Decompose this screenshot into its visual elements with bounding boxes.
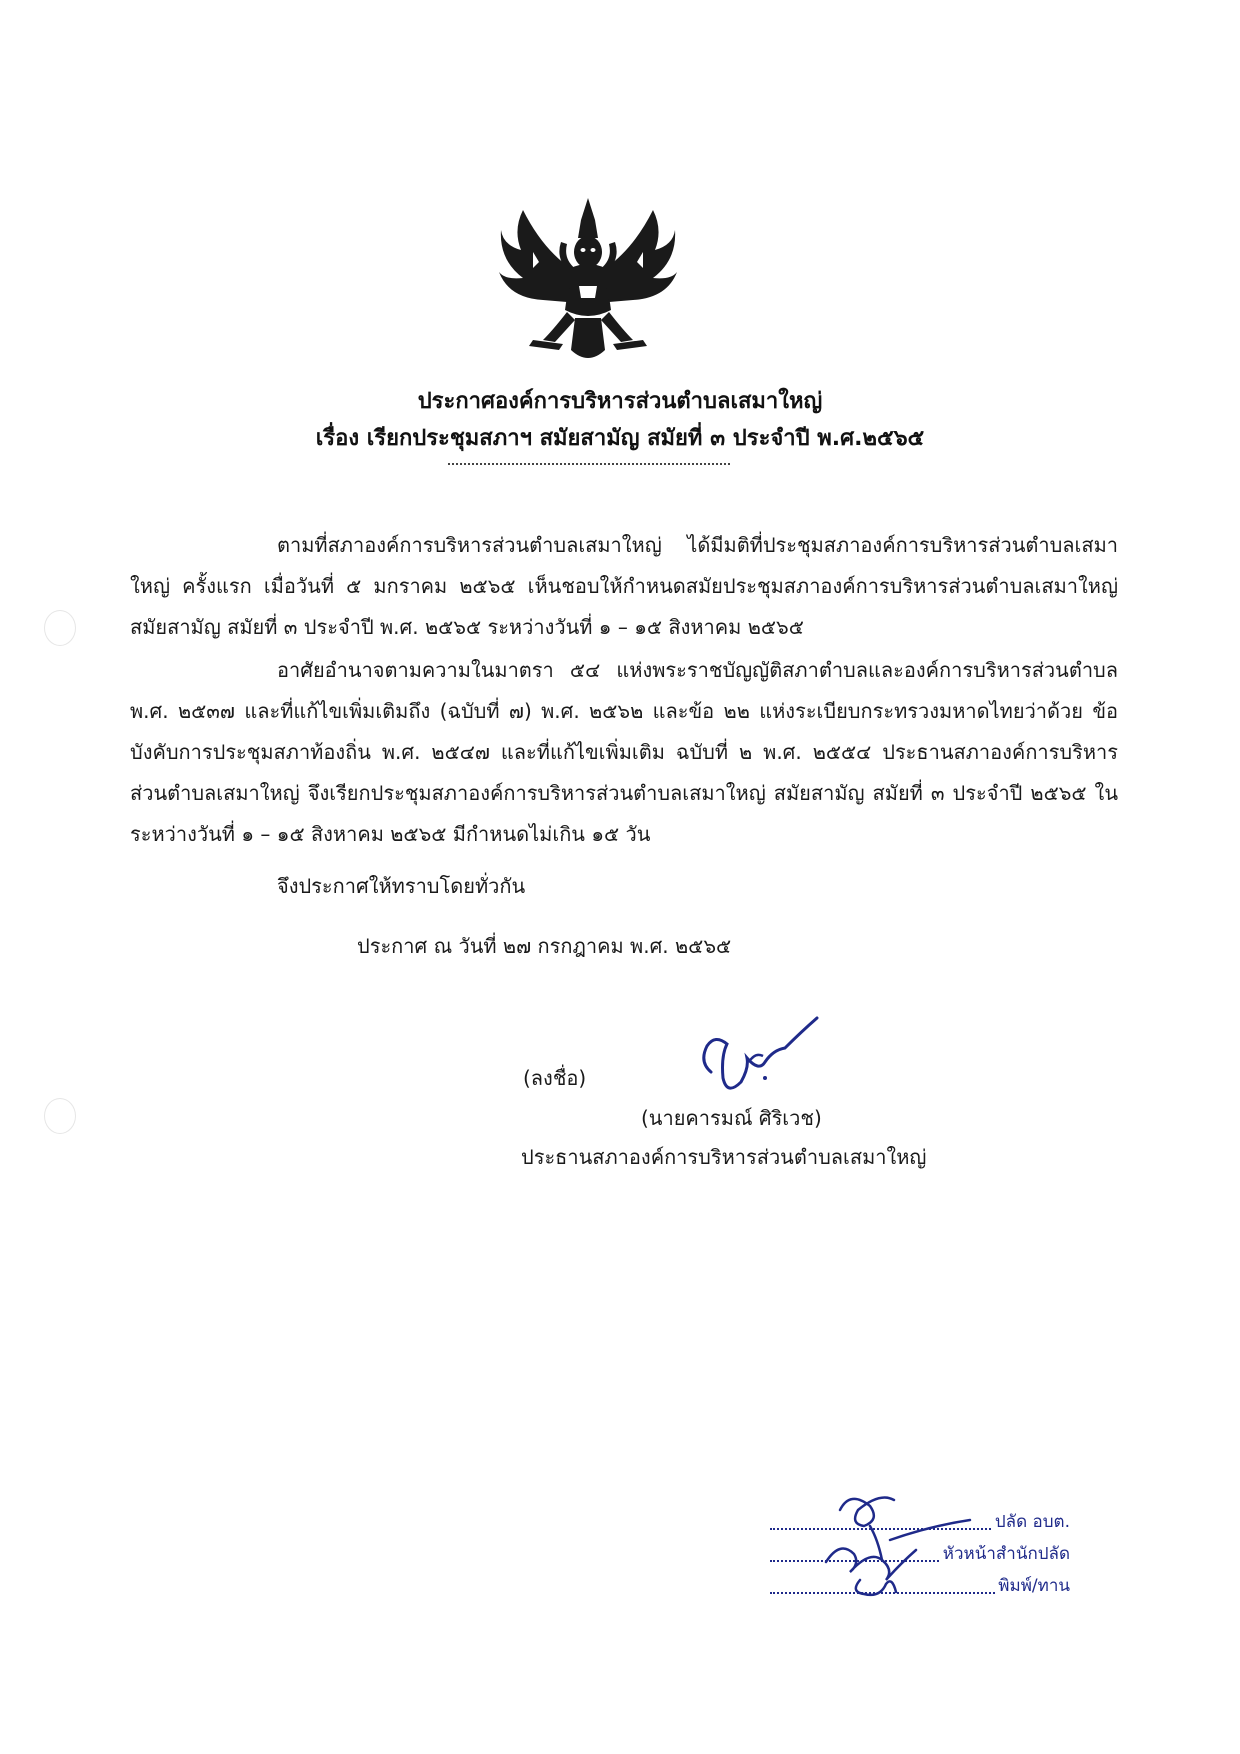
routing-label-head: หัวหน้าสำนักปลัด	[942, 1544, 1070, 1564]
handwritten-signature	[693, 1012, 823, 1102]
signer-name: (นายคารมณ์ ศิริเวช)	[641, 1106, 822, 1130]
body-paragraph-2: อาศัยอำนาจตามความในมาตรา ๕๔ แห่งพระราชบัญญัติสภาตำบลและองค์การบริหารส่วนตำบล พ.ศ. ๒๕๓๗ และที่แก้ไขเพิ่มเติมถึง (ฉบับที่ ๗) พ.ศ. ๒๕๖๒ และข้อ ๒๒ แห่งระเบียบกระทรวงมหาดไทยว่าด้วย ข้อบังคับการประชุมสภาท้องถิ่น พ.ศ. ๒๕๔๗ และที่แก้ไขเพิ่มเติม ฉบับที่ ๒ พ.ศ. ๒๕๕๔ ประธานสภาองค์การบริหารส่วนตำบลเสมาใหญ่ จึงเรียกประชุมสภาองค์การบริหารส่วนตำบลเสมาใหญ่ สมัยสามัญ สมัยที่ ๓ ประจำปี ๒๕๖๕ ในระหว่างวันที่ ๑ – ๑๕ สิงหาคม ๒๕๖๕ มีกำหนดไม่เกิน ๑๕ วัน	[130, 658, 1118, 846]
routing-label-typist: พิมพ์/ทาน	[998, 1576, 1070, 1596]
punch-hole-mark	[44, 1098, 76, 1134]
routing-label-deputy: ปลัด อบต.	[994, 1512, 1070, 1532]
announcement-closing: จึงประกาศให้ทราบโดยทั่วกัน	[277, 874, 526, 898]
announcement-subject: เรื่อง เรียกประชุมสภาฯ สมัยสามัญ สมัยที่ ๓ ประจำปี พ.ศ.๒๕๖๕	[315, 426, 925, 451]
signed-label: (ลงชื่อ)	[523, 1066, 587, 1090]
punch-hole-mark	[44, 610, 76, 646]
body-paragraph-1: ตามที่สภาองค์การบริหารส่วนตำบลเสมาใหญ่ ได้มีมติที่ประชุมสภาองค์การบริหารส่วนตำบลเสมาใหญ่ ครั้งแรก เมื่อวันที่ ๕ มกราคม ๒๕๖๕ เห็นชอบให้กำหนดสมัยประชุมสภาองค์การบริหารส่วนตำบลเสมาใหญ่ สมัยสามัญ สมัยที่ ๓ ประจำปี พ.ศ. ๒๕๖๕ ระหว่างวันที่ ๑ – ๑๕ สิงหาคม ๒๕๖๕	[130, 533, 1118, 639]
routing-initials-signature	[820, 1480, 980, 1620]
title-divider	[448, 463, 730, 465]
garuda-emblem-icon	[493, 190, 683, 380]
announcement-title: ประกาศองค์การบริหารส่วนตำบลเสมาใหญ่	[417, 389, 823, 414]
signer-position: ประธานสภาองค์การบริหารส่วนตำบลเสมาใหญ่	[521, 1145, 927, 1169]
announcement-date: ประกาศ ณ วันที่ ๒๗ กรกฎาคม พ.ศ. ๒๕๖๕	[357, 934, 732, 958]
